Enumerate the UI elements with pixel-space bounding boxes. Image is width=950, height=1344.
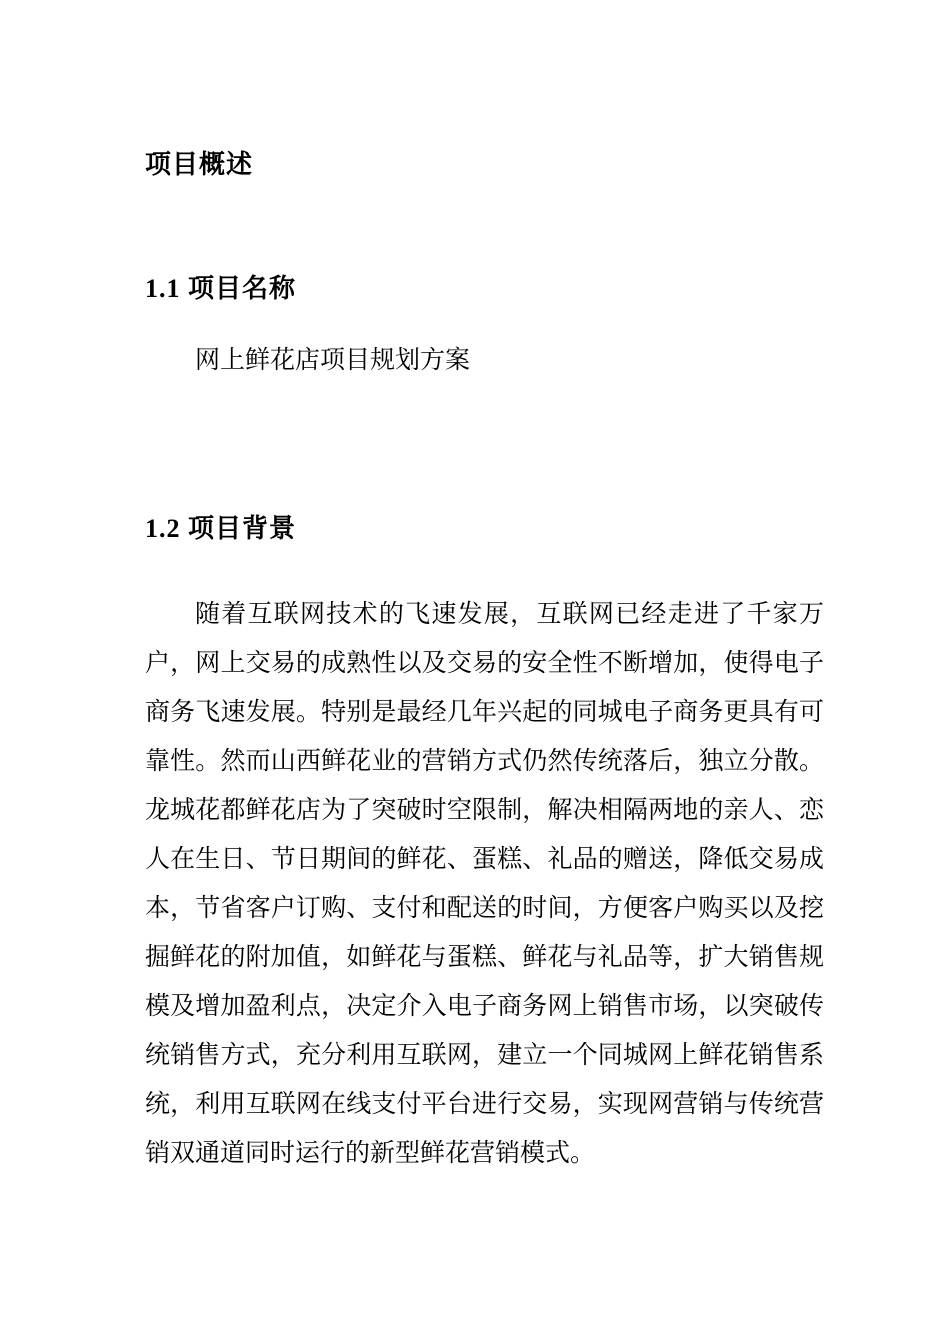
project-background-paragraph: 随着互联网技术的飞速发展，互联网已经走进了千家万户，网上交易的成熟性以及交易的安全性不断增加，使得电子商务飞速发展。特别是最经几年兴起的同城电子商务更具有可靠性。然而山西鲜花业的营销方式仍然传统落后，独立分散。龙城花都鲜花店为了突破时空限制，解决相隔两地的亲人、恋人在生日、节日期间的鲜花、蛋糕、礼品的赠送，降低交易成本，节省客户订购、支付和配送的时间，方便客户购买以及挖掘鲜花的附加值，如鲜花与蛋糕、鲜花与礼品等，扩大销售规模及增加盈利点，决定介入电子商务网上销售市场，以突破传统销售方式，充分利用互联网，建立一个同城网上鲜花销售系统，利用互联网在线支付平台进行交易，实现网营销与传统营销双通道同时运行的新型鲜花营销模式。 <box>145 601 824 1167</box>
section-heading-project-name: 1.1 项目名称 <box>145 274 297 303</box>
section-heading-project-background: 1.2 项目背景 <box>145 514 297 543</box>
document-title: 项目概述 <box>145 150 254 179</box>
project-name-paragraph: 网上鲜花店项目规划方案 <box>195 347 471 374</box>
